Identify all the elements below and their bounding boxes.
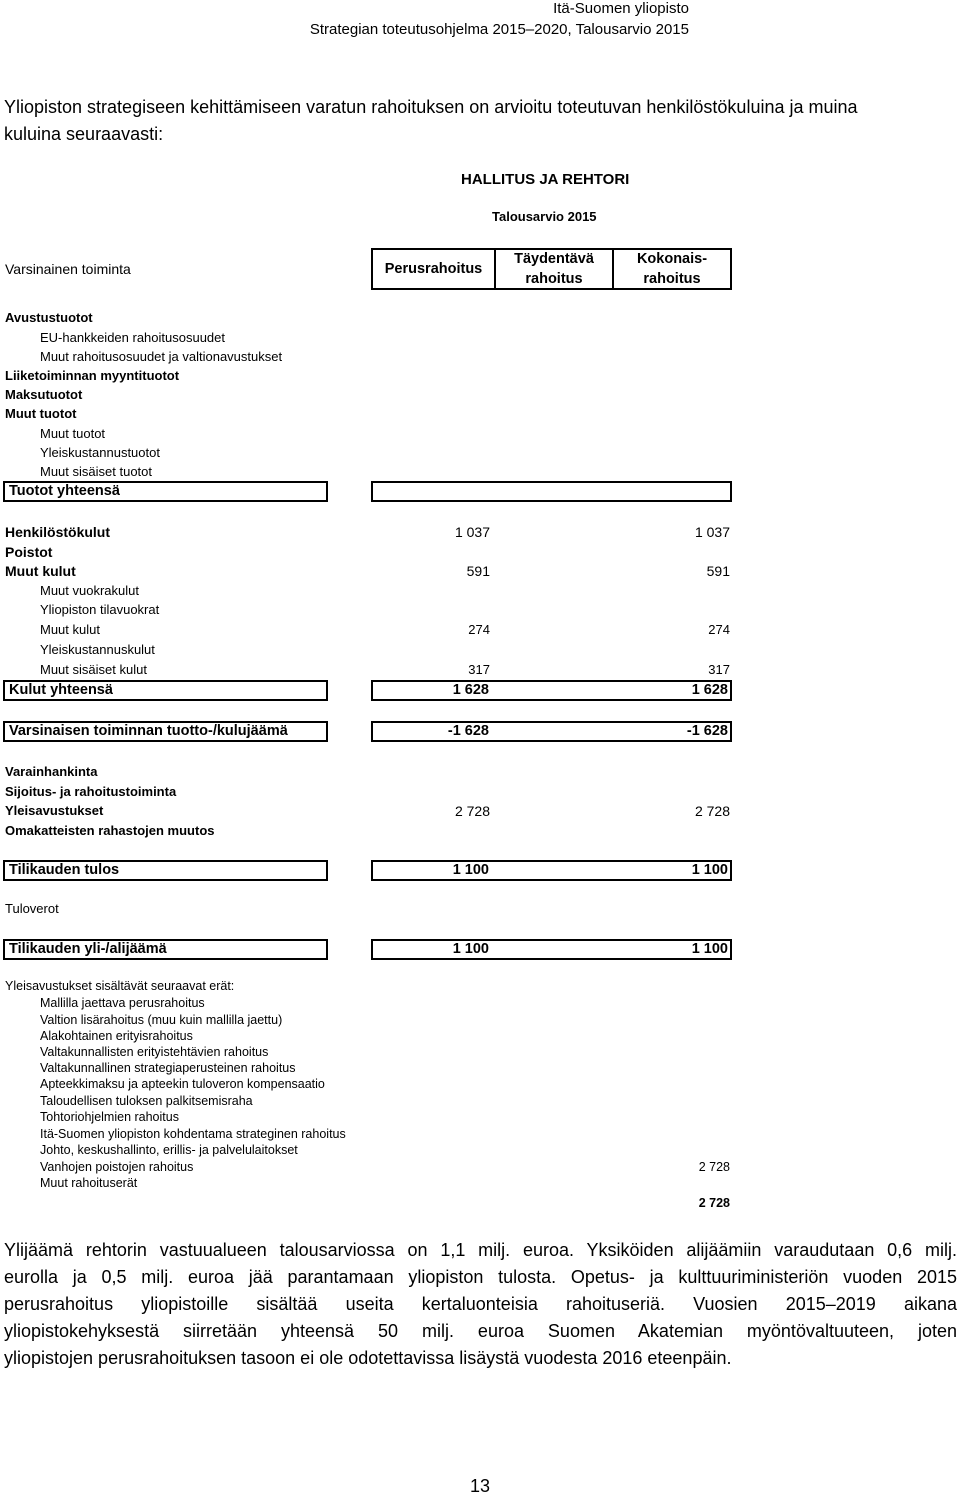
period-result-values [371, 860, 732, 881]
operating-result-values [371, 721, 732, 742]
income-row: EU-hankkeiden rahoitusosuudet [40, 330, 226, 345]
grant-item: Johto, keskushallinto, erillis- ja palvelulaitokset [40, 1143, 298, 1157]
expense-row-total: 317 [708, 662, 730, 677]
unit-title: HALLITUS JA REHTORI [461, 171, 630, 188]
period-result-total: 1 100 [691, 862, 728, 878]
intro-line-2: kuluina seuraavasti: [4, 124, 164, 144]
grant-item: Mallilla jaettava perusrahoitus [40, 996, 205, 1010]
expense-row-label: Muut vuokrakulut [40, 583, 139, 598]
expense-row-perus: 591 [466, 563, 490, 579]
income-row: Muut tuotot [5, 406, 77, 421]
page-number: 13 [470, 1476, 491, 1496]
income-row: Liiketoiminnan myyntituotot [5, 368, 180, 383]
income-row: Avustustuotot [5, 310, 93, 325]
income-row: Muut sisäiset tuotot [40, 464, 152, 479]
closing-line-5: yliopistojen perusrahoituksen tasoon ei ole odotettavissa lisäystä vuodesta 2016 eteenpäin. [4, 1348, 732, 1368]
closing-line-2: eurolla ja 0,5 milj. euroa jää parantamaan yliopiston tulosta. Opetus- ja kulttuuriministeriön vuoden 2015 [4, 1267, 957, 1287]
income-row: Muut rahoitusosuudet ja valtionavustukset [40, 349, 283, 364]
expense-row-label: Poistot [5, 544, 53, 560]
operating-result-label: Varsinaisen toiminnan tuotto-/kulujäämä [3, 721, 328, 742]
income-row: Muut tuotot [40, 426, 106, 441]
expense-row-perus: 1 037 [454, 524, 490, 540]
expense-total-values [371, 680, 732, 701]
expense-row-label: Muut kulut [40, 622, 100, 637]
grant-item: Vanhojen poistojen rahoitus [40, 1160, 194, 1174]
header-document-title: Strategian toteutusohjelma 2015–2020, Talousarvio 2015 [309, 21, 689, 38]
grant-item: Muut rahoituserät [40, 1176, 138, 1190]
expense-row-label: Henkilöstökulut [5, 524, 111, 540]
expense-row-total: 1 037 [694, 524, 730, 540]
grant-item: Taloudellisen tuloksen palkitsemisraha [40, 1094, 253, 1108]
taxes-label: Tuloverot [5, 901, 59, 916]
surplus-label: Tilikauden yli-/alijäämä [3, 939, 328, 960]
grant-item: Tohtoriohjelmien rahoitus [40, 1110, 179, 1124]
grant-item: Itä-Suomen yliopiston kohdentama strateginen rahoitus [40, 1127, 346, 1141]
financing-row-perus: 2 728 [454, 803, 490, 819]
expense-row-perus: 317 [468, 662, 490, 677]
grant-item: Valtakunnallinen strategiaperusteinen rahoitus [40, 1061, 296, 1075]
grant-item: Alakohtainen erityisrahoitus [40, 1029, 193, 1043]
grants-heading: Yleisavustukset sisältävät seuraavat erät: [5, 979, 235, 993]
financing-row-label: Omakatteisten rahastojen muutos [5, 823, 215, 838]
expense-total-total: 1 628 [691, 682, 728, 698]
surplus-perus: 1 100 [452, 941, 489, 957]
period-result-label: Tilikauden tulos [3, 860, 328, 881]
expense-row-label: Muut sisäiset kulut [40, 662, 147, 677]
expense-total-label: Kulut yhteensä [3, 680, 328, 701]
expense-row-label: Muut kulut [5, 563, 76, 579]
operating-result-perus: -1 628 [447, 723, 489, 739]
period-result-perus: 1 100 [452, 862, 489, 878]
expense-total-perus: 1 628 [452, 682, 489, 698]
section-label: Varsinainen toiminta [5, 261, 131, 277]
expense-row-total: 274 [708, 622, 730, 637]
income-row: Yleiskustannustuotot [40, 445, 160, 460]
grant-item: Valtakunnallisten erityistehtävien rahoitus [40, 1045, 269, 1059]
financing-row-label: Varainhankinta [5, 764, 98, 779]
expense-row-label: Yleiskustannuskulut [40, 642, 155, 657]
budget-title: Talousarvio 2015 [492, 209, 597, 224]
operating-result-total: -1 628 [686, 723, 728, 739]
column-headers [371, 248, 732, 290]
financing-row-total: 2 728 [694, 803, 730, 819]
closing-line-4: yliopistokehyksestä siirretään yhteensä 50 milj. euroa Suomen Akatemian myöntövaltuuteen, joten [4, 1321, 957, 1341]
income-row: Maksutuotot [5, 387, 83, 402]
grant-item-value: 2 728 [698, 1160, 730, 1174]
income-total-values [371, 481, 732, 502]
financing-row-label: Yleisavustukset [5, 803, 104, 818]
column-header-kokonais: Kokonais- rahoitus [612, 250, 730, 288]
header-org: Itä-Suomen yliopisto [553, 0, 689, 17]
closing-line-1: Ylijäämä rehtorin vastuualueen talousarviossa on 1,1 milj. euroa. Yksiköiden alijäämiin varaudutaan 0,6 milj. [4, 1240, 957, 1260]
surplus-total: 1 100 [691, 941, 728, 957]
grant-item: Valtion lisärahoitus (muu kuin mallilla jaettu) [40, 1013, 283, 1027]
column-header-perusrahoitus: Perusrahoitus [384, 261, 483, 277]
expense-row-label: Yliopiston tilavuokrat [40, 602, 160, 617]
expense-row-total: 591 [706, 563, 730, 579]
grant-item: Apteekkimaksu ja apteekin tuloveron kompensaatio [40, 1077, 325, 1091]
column-header-taydentava: Täydentävä rahoitus [494, 250, 612, 288]
closing-line-3: perusrahoitus yliopistoille sisältää useita kertaluonteisia rahoituseriä. Vuosien 2015–2019 aikana [4, 1294, 957, 1314]
expense-row-perus: 274 [468, 622, 490, 637]
financing-row-label: Sijoitus- ja rahoitustoiminta [5, 784, 177, 799]
surplus-values [371, 939, 732, 960]
income-total-label: Tuotot yhteensä [3, 481, 328, 502]
intro-line-1: Yliopiston strategiseen kehittämiseen varatun rahoituksen on arvioitu toteutuvan henkilöstökuluina ja muina [4, 97, 858, 117]
grants-total: 2 728 [698, 1196, 730, 1210]
